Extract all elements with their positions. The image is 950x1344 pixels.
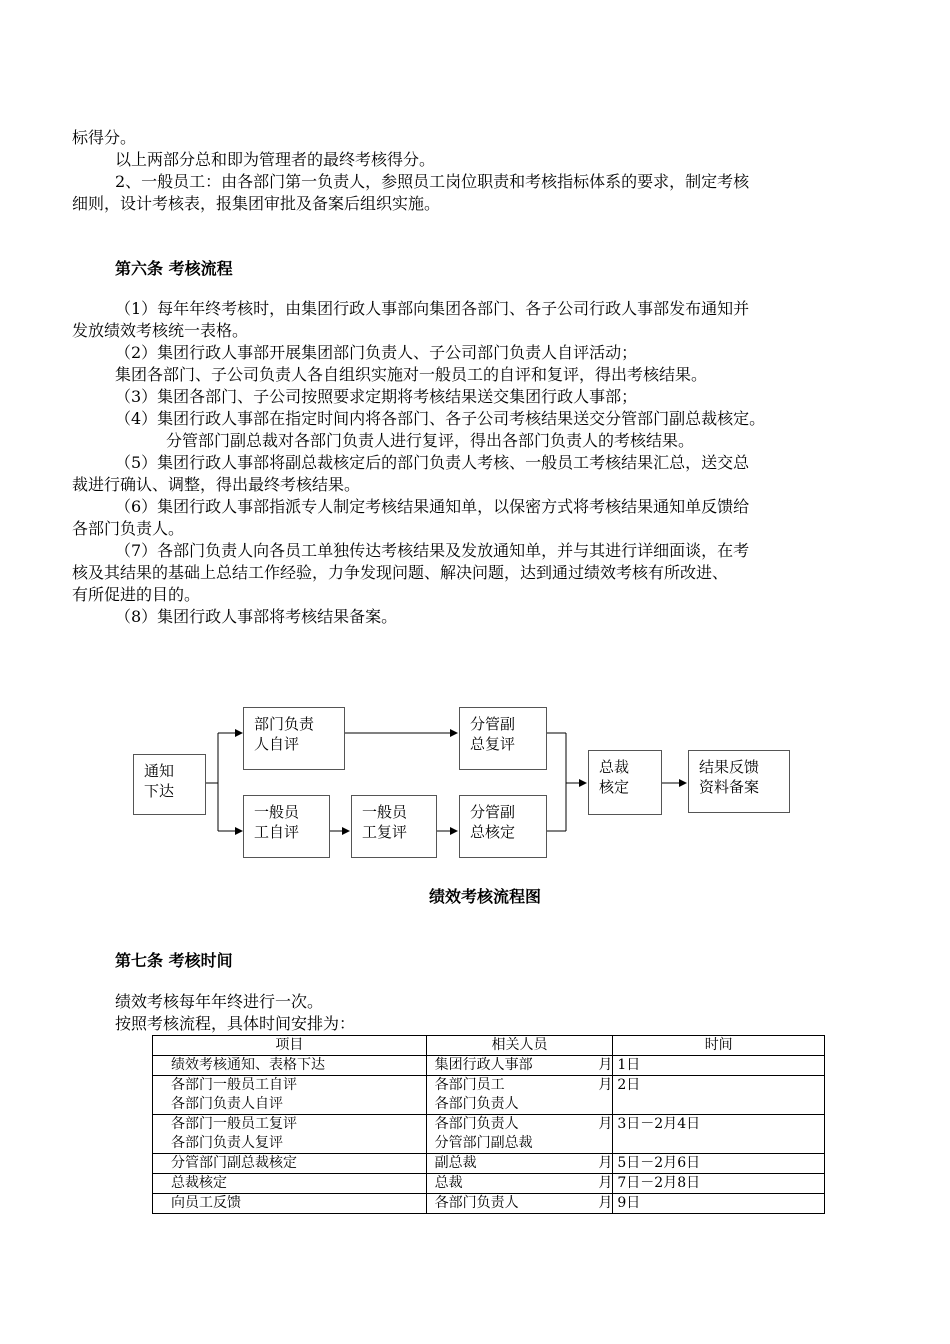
cell-text: 各部门负责人 xyxy=(434,1116,519,1132)
box-label: 资料备案 xyxy=(699,778,760,796)
table-row xyxy=(153,1115,825,1154)
box-label: 一般员 xyxy=(362,803,408,821)
intro-line: 细则，设计考核表，报集团审批及备案后组织实施。 xyxy=(72,194,441,213)
cell-text: 分管部门副总裁核定 xyxy=(171,1155,297,1171)
cell-text: 向员工反馈 xyxy=(171,1195,241,1211)
cell-people xyxy=(426,1056,613,1076)
cell-text: 各部门负责人 xyxy=(434,1195,519,1211)
paragraph-line: （5）集团行政人事部将副总裁核定后的部门负责人考核、一般员工考核结果汇总，送交总 xyxy=(115,453,750,472)
paragraph-line: 发放绩效考核统一表格。 xyxy=(72,321,249,340)
paragraph-line: （6）集团行政人事部指派专人制定考核结果通知单，以保密方式将考核结果通知单反馈给 xyxy=(115,497,750,516)
box-label: 总复评 xyxy=(470,735,516,753)
box-label: 分管副 xyxy=(470,715,516,733)
cell-time: 2日 xyxy=(613,1076,825,1115)
paragraph-line: 集团各部门、子公司负责人各自组织实施对一般员工的自评和复评，得出考核结果。 xyxy=(115,365,708,384)
flow-box-notice xyxy=(133,754,206,815)
cell-people xyxy=(426,1174,613,1194)
intro-line: 标得分。 xyxy=(72,128,137,147)
cell-text: 各部门一般员工复评 xyxy=(171,1116,297,1132)
cell-item xyxy=(153,1115,427,1154)
month-fragment: 月 xyxy=(598,1116,613,1132)
cell-people xyxy=(426,1076,613,1115)
box-label: 工自评 xyxy=(254,823,300,841)
cell-item xyxy=(153,1194,427,1214)
paragraph-line: 绩效考核每年年终进行一次。 xyxy=(115,992,324,1011)
box-label: 下达 xyxy=(144,782,175,800)
section-heading: 第六条 考核流程 xyxy=(115,259,233,278)
box-label: 结果反馈 xyxy=(699,758,760,776)
box-label: 部门负责 xyxy=(254,715,315,733)
table-header-row xyxy=(153,1036,825,1056)
paragraph-line: 各部门负责人。 xyxy=(72,519,185,538)
cell-text: 各部门一般员工自评 xyxy=(171,1077,297,1093)
cell-text: 总裁核定 xyxy=(171,1175,227,1191)
cell-text: 各部门员工 xyxy=(434,1077,505,1093)
box-label: 工复评 xyxy=(362,823,408,841)
cell-text: 各部门负责人 xyxy=(434,1096,519,1112)
schedule-table xyxy=(152,1035,825,1214)
paragraph-line: 分管部门副总裁对各部门负责人进行复评，得出各部门负责人的考核结果。 xyxy=(166,431,695,450)
month-fragment: 月 xyxy=(598,1155,613,1171)
section-heading: 第七条 考核时间 xyxy=(115,951,233,970)
month-fragment: 月 xyxy=(598,1175,613,1191)
column-header: 相关人员 xyxy=(426,1036,613,1056)
box-label: 一般员 xyxy=(254,803,300,821)
intro-line: 2、一般员工：由各部门第一负责人，参照员工岗位职责和考核指标体系的要求，制定考核 xyxy=(115,172,750,191)
paragraph-line: （2）集团行政人事部开展集团部门负责人、子公司部门负责人自评活动； xyxy=(115,343,638,362)
cell-time: 1日 xyxy=(613,1056,825,1076)
flow-box-feedback xyxy=(688,750,790,813)
paragraph-line: 裁进行确认、调整，得出最终考核结果。 xyxy=(72,475,361,494)
cell-time: 7日－2月8日 xyxy=(613,1174,825,1194)
month-fragment: 月 xyxy=(598,1077,613,1093)
cell-text: 集团行政人事部 xyxy=(434,1057,533,1073)
paragraph-line: （3）集团各部门、子公司按照要求定期将考核结果送交集团行政人事部； xyxy=(115,387,638,406)
cell-people xyxy=(426,1154,613,1174)
paragraph-line: 有所促进的目的。 xyxy=(72,585,201,604)
cell-time: 3日－2月4日 xyxy=(613,1115,825,1154)
box-label: 分管副 xyxy=(470,803,516,821)
column-header: 项目 xyxy=(153,1036,427,1056)
box-label: 核定 xyxy=(599,778,630,796)
month-fragment: 月 xyxy=(598,1057,613,1073)
flow-box-emp-review xyxy=(351,795,437,858)
paragraph-line: 按照考核流程，具体时间安排为： xyxy=(115,1014,356,1033)
box-label: 总核定 xyxy=(470,823,516,841)
cell-text: 各部门负责人自评 xyxy=(171,1096,283,1112)
table-row xyxy=(153,1056,825,1076)
month-fragment: 月 xyxy=(598,1195,613,1211)
cell-people xyxy=(426,1115,613,1154)
table-row xyxy=(153,1154,825,1174)
table-row xyxy=(153,1174,825,1194)
cell-text: 各部门负责人复评 xyxy=(171,1135,283,1151)
column-header: 时间 xyxy=(613,1036,825,1056)
paragraph-line: （4）集团行政人事部在指定时间内将各部门、各子公司考核结果送交分管部门副总裁核定。 xyxy=(115,409,766,428)
cell-text: 总裁 xyxy=(434,1175,463,1191)
cell-item xyxy=(153,1056,427,1076)
cell-text: 分管部门副总裁 xyxy=(434,1135,533,1151)
flow-box-vp-approve xyxy=(459,795,547,858)
cell-people xyxy=(426,1194,613,1214)
paragraph-line: 核及其结果的基础上总结工作经验，力争发现问题、解决问题，达到通过绩效考核有所改进、 xyxy=(72,563,729,582)
flow-box-emp-self xyxy=(243,795,330,858)
paragraph-line: （8）集团行政人事部将考核结果备案。 xyxy=(115,607,398,626)
flowchart-caption: 绩效考核流程图 xyxy=(429,887,542,906)
flow-box-dept-self xyxy=(243,707,345,770)
box-label: 人自评 xyxy=(254,735,300,753)
box-label: 通知 xyxy=(144,762,175,780)
flow-box-president xyxy=(588,750,662,815)
cell-item xyxy=(153,1174,427,1194)
cell-item xyxy=(153,1154,427,1174)
flow-box-vp-review xyxy=(459,707,547,770)
box-label: 总裁 xyxy=(599,758,630,776)
paragraph-line: （7）各部门负责人向各员工单独传达考核结果及发放通知单，并与其进行详细面谈，在考 xyxy=(115,541,750,560)
cell-text: 绩效考核通知、表格下达 xyxy=(171,1057,325,1073)
table-row xyxy=(153,1076,825,1115)
cell-time: 9日 xyxy=(613,1194,825,1214)
paragraph-line: （1）每年年终考核时，由集团行政人事部向集团各部门、各子公司行政人事部发布通知并 xyxy=(115,299,750,318)
table-row xyxy=(153,1194,825,1214)
intro-line: 以上两部分总和即为管理者的最终考核得分。 xyxy=(115,150,436,169)
cell-item xyxy=(153,1076,427,1115)
cell-text: 副总裁 xyxy=(434,1155,477,1171)
cell-time: 5日－2月6日 xyxy=(613,1154,825,1174)
